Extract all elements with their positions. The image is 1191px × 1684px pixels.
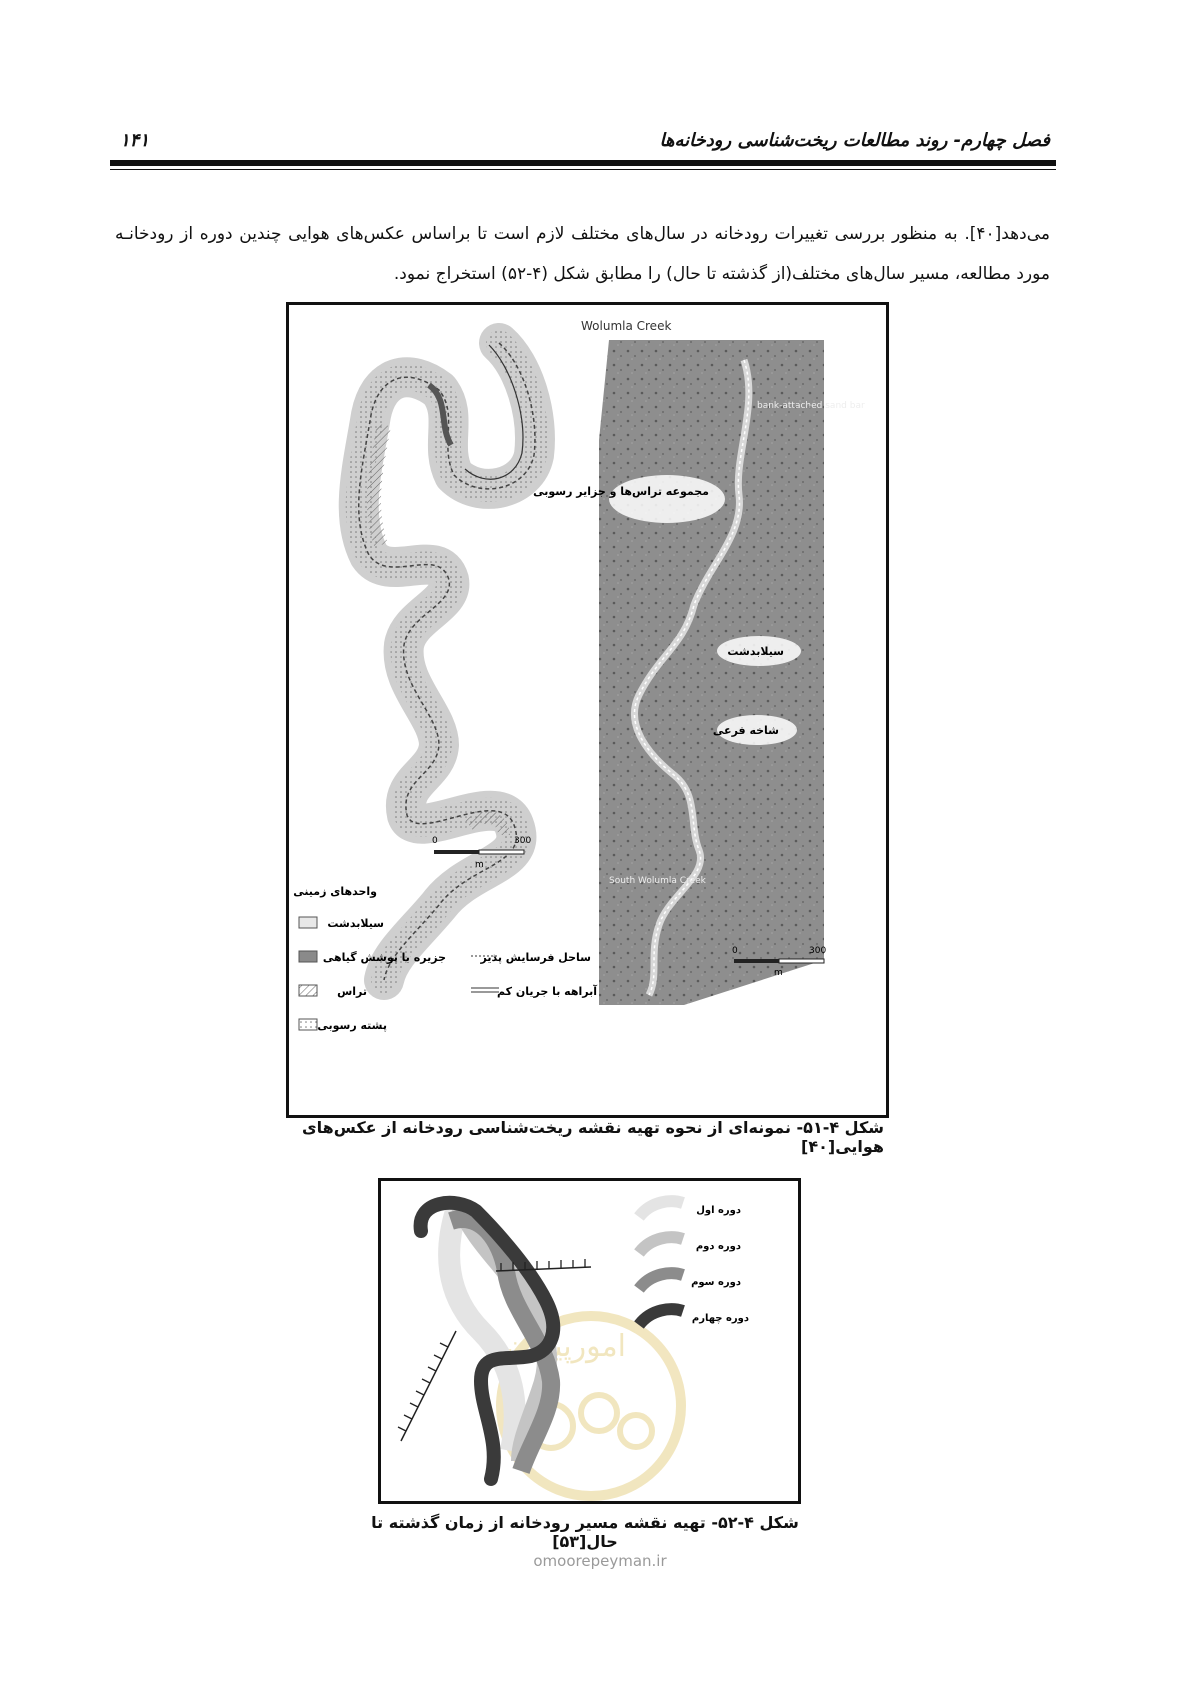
label-south-creek: South Wolumla Creek — [609, 876, 706, 886]
figure1-caption: شکل ۴-۵۱- نمونه‌ای از نحوه تهیه نقشه ریخت‌شناسی رودخانه از عکس‌های هوایی[۴۰] — [301, 1118, 884, 1156]
scale-right-start: 0 — [732, 946, 738, 956]
watermark-text: امورپیمان — [505, 1329, 626, 1364]
scale-left-unit: m — [475, 860, 484, 870]
legend-label-lowflow: آبراهه با جریان کم — [496, 985, 597, 998]
legend-swatch-floodplain — [299, 917, 317, 928]
figure-morphology-svg — [289, 305, 886, 1115]
page-header — [110, 128, 1050, 158]
label-terraces: مجموعه تراس‌ها و جزایر رسوبی — [533, 485, 709, 498]
figure-periods-svg — [381, 1181, 798, 1501]
legend-label-terrace: تراس — [337, 985, 367, 998]
legend-label-island: جزیره با پوشش گیاهی — [322, 951, 446, 964]
label-bank-attached: bank-attached sand bar — [757, 401, 865, 411]
label-branch: شاخه فرعی — [712, 724, 779, 737]
scale-left-end: 300 — [514, 836, 532, 846]
header-rule-thin — [110, 169, 1056, 170]
legend-label-floodplain: سیلابدشت — [327, 917, 384, 930]
legend-label-bar: پشته رسوبی — [317, 1019, 387, 1032]
aerial-photo — [533, 319, 865, 1005]
label-wolumla-creek: Wolumla Creek — [581, 319, 672, 333]
page-number: ۱۴۱ — [120, 130, 150, 151]
legend-period-4: دوره چهارم — [691, 1313, 749, 1324]
legend-period-1: دوره اول — [696, 1205, 741, 1216]
scale-right-unit: m — [774, 968, 783, 978]
watermark-url: omoorepeyman.ir — [533, 1552, 667, 1570]
figure2-caption: شکل ۴-۵۲- تهیه نقشه مسیر رودخانه از زمان گذشته تا حال[۵۳] — [371, 1513, 799, 1551]
periods-legend — [639, 1201, 749, 1325]
terrace-left-ticks — [398, 1343, 448, 1431]
scale-left-start: 0 — [432, 836, 438, 846]
legend-swatch-terrace — [299, 985, 317, 996]
legend-label-erodible: ساحل فرسایش پذیر — [480, 951, 591, 964]
figure-river-periods — [378, 1178, 801, 1504]
figure-morphology-map — [286, 302, 889, 1118]
scale-right-end: 300 — [809, 946, 827, 956]
legend-period-2: دوره دوم — [695, 1241, 741, 1252]
legend-swatch-island — [299, 951, 317, 962]
header-rule-thick — [110, 160, 1056, 166]
legend-title: واحدهای زمینی — [293, 885, 377, 898]
legend-period-3: دوره سوم — [691, 1277, 741, 1288]
label-floodplain: سیلابدشت — [727, 645, 784, 658]
chapter-title: فصل چهارم- روند مطالعات ریخت‌شناسی رودخانه‌ها — [659, 130, 1050, 151]
body-paragraph: می‌دهد[۴۰]. به منظور بررسی تغییرات رودخانه در سال‌های مختلف لازم است تا براساس عکس‌های هوایی چندین دوره از رودخانـه مورد مطالعه، مسیر سال‌های مختلف(از گذشته تا حال) را مطابق شکل (۴-۵۲) استخراج نمود. — [115, 224, 1050, 284]
legend-swatch-bar — [299, 1019, 317, 1030]
river-sketch — [359, 343, 535, 980]
